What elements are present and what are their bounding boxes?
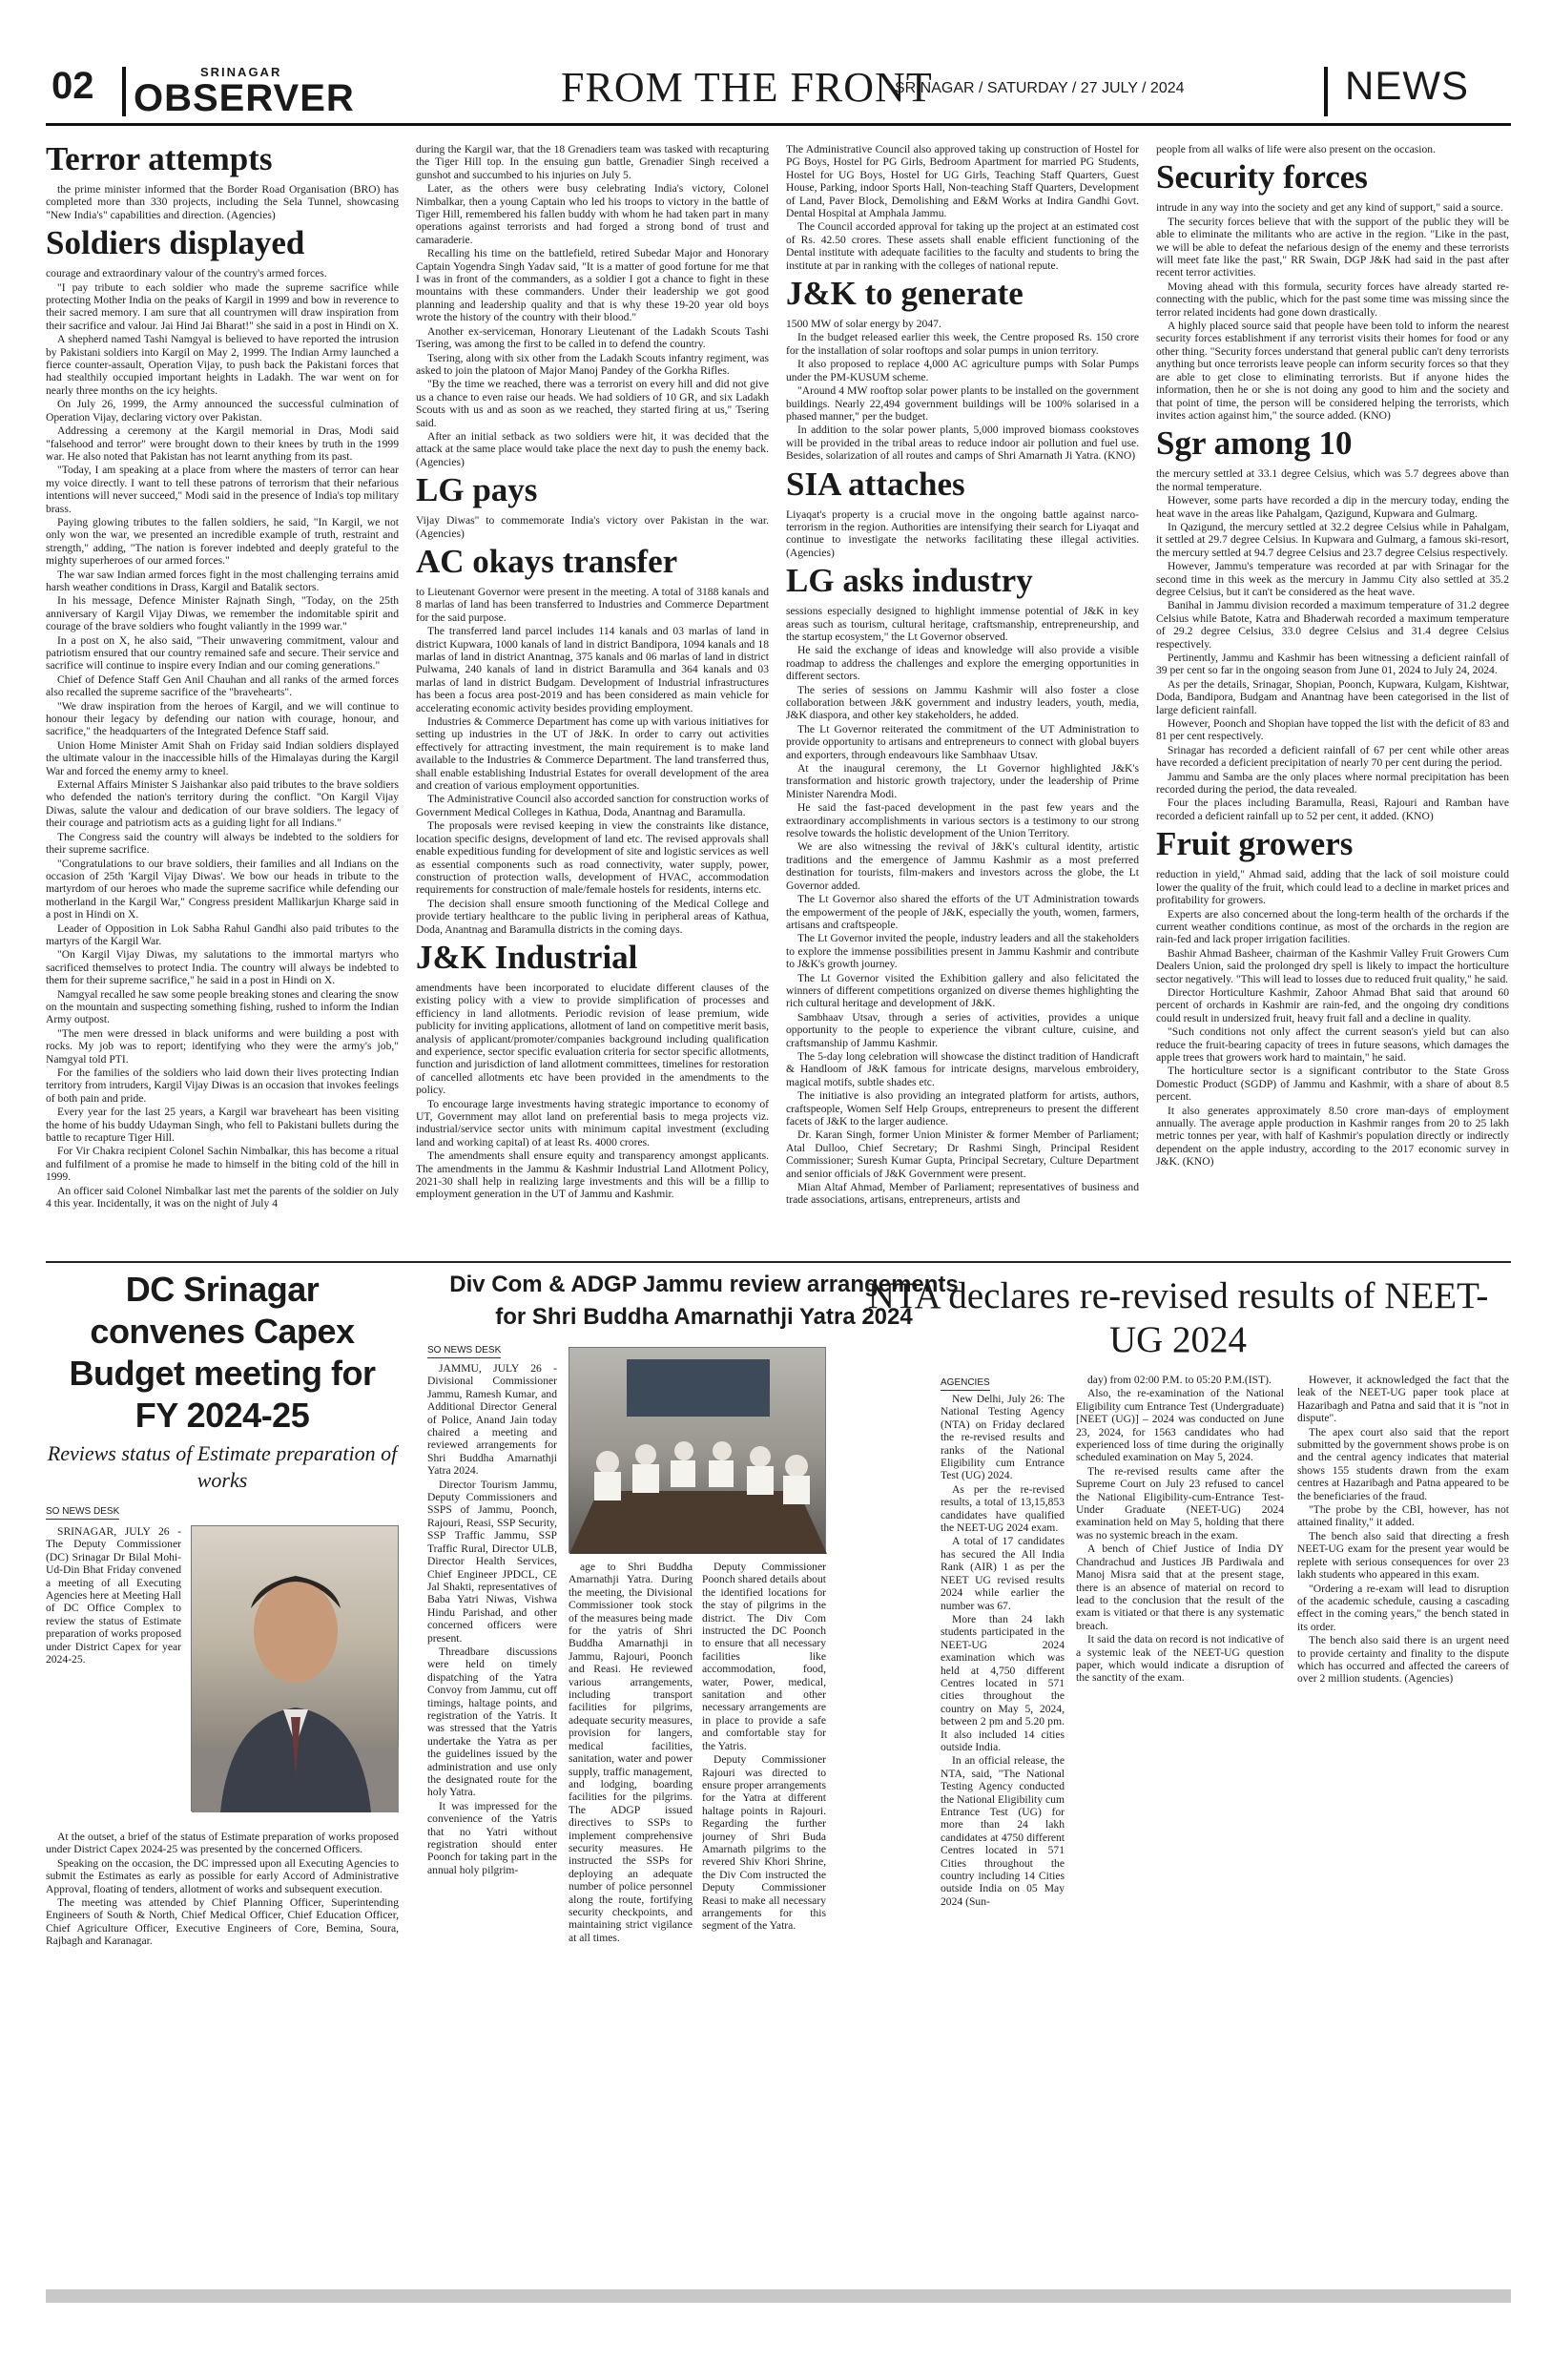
paragraph: A total of 17 candidates has secured the All India Rank (AIR) 1 as per the NEET UG revised results 2024 while earlier the number was 67. [941,1535,1065,1612]
paragraph: Union Home Minister Amit Shah on Friday said Indian soldiers displayed the ultimate valour in the inaccessible hills of the Himalayas during the Kargil War and forced the enemy army to kneel. [46,738,399,777]
paragraph: The Lt Governor invited the people, industry leaders and all the stakeholders to explore the immense possibilities present in Jammu Kashmir and contribute to J&K's growth journey. [786,932,1139,971]
paragraph: Another ex-serviceman, Honorary Lieutenant of the Ladakh Scouts Tashi Tsering, was among the first to be called in to defend the country. [416,324,769,351]
headline-jk-to-generate: J&K to generate [786,275,1024,313]
paragraph: Director Horticulture Kashmir, Zahoor Ahmad Bhat said that around 60 percent of orchards in Kashmir are rain-fed, and the ongoing dry conditions could result in undersized fruit, heavy fruit fall and a decline in quality. [1156,985,1509,1024]
paragraph: amendments have been incorporated to elucidate different clauses of the existing policy with a view to provide simplification of processes and efficiency in land allotments. Periodic revision of lease premium, wide publicity for inviting applications, allotment of land on competitive merit basis, analysis of applicant/promoter/companies background including qualification and experience, sector specific evaluation criteria for sector specific allotments, function and jurisdiction of land allotment committees, timelines for restoration of cancelled allotments etc have been provided in the amendments to the policy. [416,981,769,1097]
paragraph: Paying glowing tributes to the fallen soldiers, he said, "In Kargil, we not only won the war, we presented an incredible example of truth, restraint and strength," adding, "The nation is forever indebted and deeply grateful to the mighty superheroes of our armed forces." [46,515,399,568]
paragraph: Moving ahead with this formula, security forces have already started re-connecting with the public, which for the past some time was missing since the terror related incidents had gone down drastically. [1156,279,1509,319]
paragraph: The Congress said the country will always be indebted to the soldiers for their supreme sacrifice. [46,830,399,857]
headline-sia-attaches: SIA attaches [786,465,965,503]
story-nta [845,1274,1511,1370]
meeting-icon [569,1348,827,1554]
paragraph: After an initial setback as two soldiers were hit, it was decided that the attack at the same place would take place the next day to push the enemy back. (Agencies) [416,429,769,468]
paragraph: However, it acknowledged the fact that the leak of the NEET-UG paper took place at Hazaribagh and Patna and said that it is "not in dispute". [1297,1374,1509,1425]
paragraph: Every year for the last 25 years, a Kargil war braveheart has been visiting the home of his buddy Udayman Singh, who fell to Pakistani bullets during the battle to recapture Tiger Hill. [46,1106,399,1145]
paragraph: We are also witnessing the revival of J&K's cultural identity, artistic traditions and the emergence of Jammu Kashmir as a most preferred destination for tourists, film-makers and investors across the globe, the Lt Governor added. [786,840,1139,892]
masthead [46,57,1511,126]
paragraph: Deputy Commissioner Rajouri was directed to ensure proper arrangements for the Yatra at different haltage points in Rajouri. Regarding the further journey of Shri Buda Amarnath pilgrims to the revered Shiv Khori Shrine, the Div Com instructed the Deputy Commissioner Reasi to make all necessary arrangements for this segment of the Yatra. [702,1753,826,1933]
paragraph: Liyaqat's property is a crucial move in the ongoing battle against narco-terrorism in the region. Authorities are intensifying their search for Liyaqat and continue to investigate the networks facilitating these illegal activities. (Agencies) [786,507,1139,559]
nta-col-c [1297,1374,1509,2032]
paragraph: The Lt Governor also shared the efforts of the UT Administration towards the empowerment of the people of J&K, especially the youth, women, farmers, artisans and craftspeople. [786,893,1139,931]
paragraph: people from all walks of life were also present on the occasion. [1156,143,1436,155]
footer-bar [46,2289,1511,2303]
paragraph: JAMMU, JULY 26 - Divisional Commissioner Jammu, Ramesh Kumar, and Additional Director General of Police, Anand Jain today chaired a meeting and reviewed arrangements for Shri Buddha Amarnathji Yatra 2024. [427,1362,557,1478]
paragraph: reduction in yield," Ahmad said, adding that the lack of soil moisture could lower the quality of the fruit, which could lead to a decline in market prices and profitability for growers. [1156,868,1509,907]
paragraph: Recalling his time on the battlefield, retired Subedar Major and Honorary Captain Yogendra Singh Yadav said, "It is a matter of good fortune for me that I was in front of the commanders, as a soldier I got a chance to fight in these mountains with these commanders. Under their leadership we got good planning and leadership quality and that is why these 19-20 year old boys wrote the history of the country with their blood." [416,247,769,324]
paragraph: The decision shall ensure smooth functioning of the Medical College and provide tertiary healthcare to the public living in peripheral areas of Kathua, Doda, Anantnag and Baramulla districts in the coming days. [416,897,769,936]
paragraph: The proposals were revised keeping in view the constraints like distance, location specific designs, development of land etc. The revised approvals shall enable expeditious funding for development of site and logistic services as well as essential components such as road connectivity, water supply, power, construction of protection walls, development of HVAC, accommodation requirements for construction of male/female hostels for residents, interns etc. [416,819,769,897]
paragraph: "Around 4 MW rooftop solar power plants to be installed on the government buildings. Nearly 22,494 government buildings will be 100% solarised in a phased manner," per the budget. [786,384,1139,423]
paragraph: "We draw inspiration from the heroes of Kargil, and we will continue to honour their legacy by defending our nation with courage, honour, and sacrifice," the headquarters of the Integrated Defence Staff said. [46,699,399,738]
paragraph: sessions especially designed to highlight immense potential of J&K in key areas such as tourism, cultural heritage, craftsmanship, entrepreneurship, and the startup ecosystem," the Lt Governor observed. [786,605,1139,643]
paragraph: day) from 02:00 P.M. to 05:20 P.M.(IST). [1087,1374,1272,1386]
paragraph: to Lieutenant Governor were present in the meeting. A total of 3188 kanals and 8 marlas of land has been transferred to Industries and Commerce Department for the said purpose. [416,585,769,624]
divcom-col-c [702,1561,826,2018]
paragraph: As per the re-revised results, a total of 13,15,853 candidates have qualified the NEET-UG 2024 exam. [941,1482,1065,1535]
paragraph: To encourage large investments having strategic importance to economy of UT, Government may allot land on preferential basis to mega projects viz. industrial/service sector units with minimum capital investment (excluding land and working capital) of at least Rs. 4000 crores. [416,1097,769,1149]
headline-nta: NTA declares re-revised results of NEET-UG 2024 [867,1275,1489,1360]
paragraph: "On Kargil Vijay Diwas, my salutations to the immortal martyrs who sacrificed themselves to protect India. The country will always be indebted to them for their supreme sacrifice," he said in a post in Hindi on X. [46,948,399,987]
paragraph: Also, the re-examination of the National Eligibility cum Entrance Test (Undergraduate) [NEET (UG)] – 2024 was conducted on June 23, 2024, for 1563 candidates who had experienced loss of time during the originally scheduled examination on May 5, 2024. [1076,1387,1284,1464]
paragraph: Bashir Ahmad Basheer, chairman of the Kashmir Valley Fruit Growers Cum Dealers Union, said the prolonged dry spell is likely to impact the horticulture sector negatively. "This will lead to losses due to reduced fruit quality," he said. [1156,946,1509,985]
byline: SO NEWS DESK [427,1345,501,1358]
paragraph: Srinagar has recorded a deficient rainfall of 67 per cent while other areas have recorded a deficient precipitation of nearly 70 per cent during the period. [1156,743,1509,770]
paragraph: In a post on X, he also said, "Their unwavering commitment, valour and patriotism ensured that our country remained safe and secure. Their service and sacrifice will continue to inspire every Indian and our coming generations." [46,633,399,673]
story-dc-srinagar [46,1269,399,2318]
paragraph: For Vir Chakra recipient Colonel Sachin Nimbalkar, this has become a ritual and fulfilment of a promise he made to himself in the biting cold of the hill in 1999. [46,1145,399,1184]
paragraph: In addition to the solar power plants, 5,000 improved biomass cookstoves will be provided in the tribal areas to reduce indoor air pollution and fuel use. Besides, solarization of all routes and camps of Shri Amarnath Ji Yatra. (KNO) [786,424,1139,463]
paragraph: courage and extraordinary valour of the country's armed forces. [46,267,327,280]
section-title: FROM THE FRONT [561,64,933,111]
paragraph: The Council accorded approval for taking up the project at an estimated cost of Rs. 42.50 crores. These assets shall enable efficient functioning of the Dental institute with adequate facilities to the faculty and students to bring the institute at par in ranking with the colleges of national repute. [786,220,1139,272]
paragraph: In his message, Defence Minister Rajnath Singh, "Today, on the 25th anniversary of Kargil Vijay Diwas, we remember the indomitable spirit and courage of the brave soldiers who fought valiantly in the 1999 war." [46,594,399,633]
paragraph: "Congratulations to our brave soldiers, their families and all Indians on the occasion of 25th 'Kargil Vijay Diwas'. We bow our heads in tribute to the martyrdom of our heroes who made the supreme sacrifice while defending our motherland in the Kargil War," Congress president Mallikarjun Kharge said in a post in Hindi on X. [46,857,399,921]
paragraph: Tsering, along with six other from the Ladakh Scouts infantry regiment, was asked to join the platoon of Major Manoj Pandey of the Gorkha Rifles. [416,351,769,377]
paragraph: The initiative is also providing an integrated platform for artists, authors, craftspeople, Women Self Help Groups, entrepreneurs to present the different facets of J&K to the larger audience. [786,1089,1139,1128]
paragraph: However, some parts have recorded a dip in the mercury today, ending the heat wave in the areas like Pahalgam, Qazigund, Kupwara and Gulmarg. [1156,494,1509,520]
paragraph: At the outset, a brief of the status of Estimate preparation of works proposed under District Capex 2024-25 was presented by the concerned Officers. [46,1831,399,1856]
paragraph: The war saw Indian armed forces fight in the most challenging terrains amid harsh weather conditions in Drass, Kargil and Batalik sectors. [46,568,399,593]
paragraph: during the Kargil war, that the 18 Grenadiers team was tasked with recapturing the Tiger Hill top. In the ensuing gun battle, Grenadier Singh received a gunshot and succumbed to his injuries on July 5. [416,143,769,181]
paragraph: As per the details, Srinagar, Shopian, Poonch, Kupwara, Kulgam, Kishtwar, Doda, Bandipora, Budgam and Anantnag have been categorised in the list of large deficient rainfall. [1156,677,1509,716]
paragraph: The series of sessions on Jammu Kashmir will also foster a close collaboration between J&K government and industry leaders, youth, media, J&K diaspora, and other key stakeholders, he added. [786,683,1139,722]
paragraph: Sambhaav Utsav, through a series of activities, provides a unique opportunity to the people to experience the vibrant culture, cuisine, and craftsmanship of Jammu Kashmir. [786,1010,1139,1049]
paragraph: Chief of Defence Staff Gen Anil Chauhan and all ranks of the armed forces also recalled the supreme sacrifice of the "bravehearts". [46,673,399,699]
paragraph: For the families of the soldiers who laid down their lives protecting Indian territory from intruders, Kargil Vijay Diwas is an occasion that invokes feelings of both pain and pride. [46,1066,399,1105]
paragraph: Banihal in Jammu division recorded a maximum temperature of 31.2 degree Celsius while Batote, Katra and Bhaderwah recorded a maximum temperature of 29.2 degree Celsius, 33.0 degree Celsius and 31.4 degree Celsius respectively. [1156,599,1509,651]
paragraph: It also proposed to replace 4,000 AC agriculture pumps with Solar Pumps under the PM-KUSUM scheme. [786,358,1139,383]
section-divider [46,1261,1511,1263]
nta-col-b [1076,1374,1284,2032]
dateline: SRINAGAR / SATURDAY / 27 JULY / 2024 [895,80,1185,96]
paragraph: The amendments shall ensure equity and transparency amongst applicants. The amendments in the Jammu & Kashmir Industrial Land Allotment Policy, 2021-30 shall help in realizing large investments and this will be a fillip to employment generation in the UT of Jammu and Kashmir. [416,1149,769,1201]
paragraph: "Ordering a re-exam will lead to disruption of the academic schedule, causing a cascading effect in the coming years," the bench stated in its order. [1297,1582,1509,1633]
paragraph: The Administrative Council also accorded sanction for construction works of Government Medical Colleges in Kathua, Doda, Anantnag and Baramulla. [416,793,769,818]
page-number: 02 [52,65,94,107]
headline-lg-pays: LG pays [416,471,538,509]
paragraph: The transferred land parcel includes 114 kanals and 03 marlas of land in district Kupwara, 1000 kanals of land in district Bandipora, 1094 kanals and 18 marlas of land in district Anantnag, 375 kanals and 06 marlas of land in district Pulwama, 240 kanals of land in district Baramulla and 364 kanals and 03 marlas of land in district Budgam. Development of Industrial infrastructures has been a focus area post-2019 and has been considered as main vehicle for accelerating economic activity besides providing employment. [416,625,769,714]
paragraph: Speaking on the occasion, the DC impressed upon all Executing Agencies to submit the Estimates as early as possible for early Accord of Administrative Approval, floating of tenders, allotment of works and subsequent execution. [46,1856,399,1895]
headline-dc-srinagar: DC Srinagar convenes Capex Budget meeting for FY 2024-25 [69,1270,376,1435]
paragraph: In the budget released earlier this week, the Centre proposed Rs. 150 crore for the installation of solar rooftops and solar pumps in union territory. [786,331,1139,357]
paragraph: Jammu and Samba are the only places where normal precipitation has been recorded during the period, the data revealed. [1156,770,1509,797]
headline-divcom-line1: Div Com & ADGP Jammu review arrangements [449,1272,959,1297]
paragraph: "Today, I am speaking at a place from where the masters of terror can hear my voice directly. I want to tell these patrons of terrorism that their nefarious intentions will never succeed," Modi said in the presence of India's top military brass. [46,464,399,515]
headline-sgr-among-10: Sgr among 10 [1156,424,1353,463]
paragraph: At the inaugural ceremony, the Lt Governor highlighted J&K's transformation and historic growth trajectory, under the leadership of Prime Minister Narendra Modi. [786,762,1139,800]
paragraph: A bench of Chief Justice of India DY Chandrachud and Justices JB Pardiwala and Manoj Misra said that at the present stage, there is an absence of material on record to lead to the conclusion that the result of the exam is vitiated or that there is any systematic breach. [1076,1542,1284,1632]
paragraph: Pertinently, Jammu and Kashmir has been witnessing a deficient rainfall of 39 per cent so far in the ongoing season from June 01, 2024 to July 24, 2024. [1156,652,1509,677]
paragraph: However, Poonch and Shopian have topped the list with the deficit of 83 and 81 per cent respectively. [1156,717,1509,743]
brand-name: OBSERVER [134,77,355,119]
byline: SO NEWS DESK [46,1506,119,1520]
brand-logo [134,65,355,117]
paragraph: Four the places including Baramulla, Reasi, Rajouri and Ramban have recorded a deficient rainfall up to 52 per cent, it added. (KNO) [1156,797,1509,822]
column-2 [416,143,769,1259]
paragraph: The Lt Governor visited the Exhibition gallery and also felicitated the winners of different competitions organized on diverse themes highlighting the rich cultural heritage and development of J&K. [786,971,1139,1010]
headline-jk-industrial: J&K Industrial [416,938,638,976]
paragraph: The Lt Governor reiterated the commitment of the UT Administration to provide opportunity to artisans and entrepreneurs to connect with global buyers and exporters, through endeavours like Sambhaav Utsav. [786,722,1139,761]
column-3 [786,143,1139,1259]
paragraph: Dr. Karan Singh, former Union Minister & former Member of Parliament; Atal Dulloo, Chief Secretary; Dr Rashmi Singh, Principal Resident Commissioner; Suresh Kumar Gupta, Principal Secretary, Culture Department and senior officials of J&K Government were present. [786,1128,1139,1180]
meeting-photo [569,1347,826,1553]
paragraph: External Affairs Minister S Jaishankar also paid tributes to the brave soldiers who defended the nation's territory during the conflict. "On Kargil Vijay Diwas, salute the valour and dedication of our brave soldiers. The legacy of their courage and patriotism acts as a guiding light for all Indians." [46,778,399,830]
paragraph: "The men were dressed in black uniforms and were building a post with rocks. My job was to report; identifying who they were the army's job," Namgyal told PTI. [46,1026,399,1066]
subheadline-dc-srinagar: Reviews status of Estimate preparation of works [47,1441,398,1492]
headline-ac-okays-transfer: AC okays transfer [416,542,678,580]
brand-city: SRINAGAR [200,65,282,79]
paragraph: A highly placed source said that people have been told to inform the nearest security forces establishment if any terrorist visits their homes for food or any other thing. "Security forces understand that general public can't deny terrorists anything but once terrorists leave people can inform security forces so that they are able to get close to eliminating terrorists. But if anyone hides the information, then he or she is not doing any good to him and the society and that point of time, the person will be considered helping the terrorists, which invites action against him," the source added. (KNO) [1156,320,1509,422]
paragraph: Leader of Opposition in Lok Sabha Rahul Gandhi also paid tributes to the martyrs of the Kargil War. [46,921,399,947]
paragraph: Vijay Diwas" to commemorate India's victory over Pakistan in the war. (Agencies) [416,514,769,540]
paragraph: The 5-day long celebration will showcase the distinct tradition of Handicraft & Handloom of J&K famous for intricate designs, marvelous embroidery, magical motifs, subtle shades etc. [786,1049,1139,1088]
paragraph: The security forces believe that with the support of the public they will be able to eliminate the militants who are active in the region. "Like in the past, we will be able to defeat the nefarious design of the enemy and these terrorists will meet fate like the past," RR Swain, DGP J&K had said in the past after recent terror activities. [1156,215,1509,279]
divcom-col-a [427,1362,557,2011]
paragraph: On July 26, 1999, the Army announced the successful culmination of Operation Vijay, declaring victory over Pakistan. [46,398,399,424]
paragraph: He said the fast-paced development in the past few years and the extraordinary accomplishments in various sectors is a testimony to our strong resolve towards the holistic development of the Union Territory. [786,801,1139,840]
paragraph: It was impressed for the convenience of the Yatris that no Yatri without registration should enter Poonch for taking part in the annual holy pilgrim- [427,1799,557,1876]
paragraph: the prime minister informed that the Border Road Organisation (BRO) has completed more than 330 projects, including the Sela Tunnel, showcasing "New India's" capabilities and direction. (Agencies) [46,183,399,221]
column-4 [1156,143,1509,1259]
paragraph: However, Jammu's temperature was recorded at par with Srinagar for the second time in this week as the mercury in Jammu City also settled at 35.2 degree Celsius, but it can't be considered as the heat wave. [1156,560,1509,598]
masthead-divider-right [1324,67,1328,116]
paragraph: the mercury settled at 33.1 degree Celsius, which was 5.7 degrees above than the normal temperature. [1156,467,1509,493]
paragraph: Namgyal recalled he saw some people breaking stones and clearing the snow on the mountain and suspecting something fishing, rushed to inform the Indian Army outpost. [46,987,399,1026]
headline-fruit-growers: Fruit growers [1156,825,1354,863]
paragraph: Addressing a ceremony at the Kargil memorial in Dras, Modi said "falsehood and terror" were brought down to their knees by truth in the 1999 war. He also noted that Pakistan has not learnt anything from its past. [46,424,399,463]
paragraph: The re-revised results came after the Supreme Court on July 23 refused to cancel the National Eligibility-cum-Entrance Test-Under Graduate (NEET-UG) 2024 examination held on May 5, holding that there was no systemic breach in the exam. [1076,1464,1284,1542]
byline: AGENCIES [941,1377,990,1391]
paragraph: A shepherd named Tashi Namgyal is believed to have reported the intrusion by Pakistani soldiers into Kargil on May 2, 1999. The Indian Army launched a fierce counter-assault, Operation Vijay, to push back the Pakistani forces that had stealthily occupied important heights in Ladakh. The war went on for nearly three months on the icy heights. [46,333,399,397]
paragraph: intrude in any way into the society and get any kind of support," said a source. [1156,201,1503,215]
paragraph: In Qazigund, the mercury settled at 32.2 degree Celsius while in Pahalgam, it settled at 29.7 degree Celsius. In Kupwara and Gulmarg, a famous ski-resort, the mercury settled at 94.7 degree Celsius and 23.7 degree Celsius respectively. [1156,520,1509,559]
headline-divcom-line2: for Shri Buddha Amarnathji Yatra 2024 [495,1304,913,1330]
dc-text [46,1831,399,1948]
masthead-divider [122,67,126,116]
paragraph: New Delhi, July 26: The National Testing Agency (NTA) on Friday declared the re-revised results and ranks of the National Eligibility cum Entrance Test (UG) 2024. [941,1393,1065,1482]
paragraph: An officer said Colonel Nimbalkar last met the parents of the soldier on July 4 this year. Incidentally, it was on the night of July 4 [46,1184,399,1211]
dc-portrait-photo [191,1525,399,1811]
paragraph: Threadbare discussions were held on timely dispatching of the Yatra Convoy from Jammu, cut off timings, haltage points, and registration of the Yatris. It was stressed that the Yatris undertake the Yatra as per the guidelines issued by the administration and use only the designated route for the holy Yatra. [427,1645,557,1799]
headline-lg-asks-industry: LG asks industry [786,562,1033,600]
paragraph: In an official release, the NTA, said, "The National Testing Agency conducted the National Eligibility cum Entrance Test (UG) for more than 24 lakh candidates at 4750 different Centres located in 571 Cities throughout the country including 14 Cities outside India on 05 May 2024 (Sun- [941,1754,1065,1908]
paragraph: "By the time we reached, there was a terrorist on every hill and did not give us a chance to even raise our heads. We had soldiers of 10 GR, and six Ladakh Scouts with us and as soon as we reached, they started firing at us," Tsering said. [416,378,769,429]
paragraph: The apex court also said that the report submitted by the government shows probe is on and the central agency indicates that material shows 155 students drawn from the exam centres at Hazaribagh and Patna appeared to be the beneficiaries of the fraud. [1297,1425,1509,1502]
paragraph: The bench also said that directing a fresh NEET-UG exam for the present year would be replete with serious consequences for over 23 lakh students who appeared in this exam. [1297,1529,1509,1582]
paragraph: "Such conditions not only affect the current season's yield but can also reduce the fruit-bearing capacity of trees in future seasons, which damages the apple trees that growers work hard to maintain," he said. [1156,1025,1509,1064]
paragraph: He said the exchange of ideas and knowledge will also provide a visible roadmap to address the challenges and explore the emerging opportunities in different sectors. [786,644,1139,683]
paragraph: More than 24 lakh students participated in the NEET-UG 2024 examination which was held at 4,750 different Centres located in 571 cities throughout the country on May 5, 2024, between 2 pm and 5.20 pm. It also included 14 cities outside India. [941,1612,1065,1753]
paragraph: "The probe by the CBI, however, has not attained finality," it added. [1297,1503,1509,1529]
paragraph: "I pay tribute to each soldier who made the supreme sacrifice while protecting Mother India on the peaks of Kargil in 1999 and bow in reverence to their sacred memory. I am sure that all countrymen will draw inspiration from their sacrifice and valour. Jai Hind Jai Bharat!" she said in a post in Hindi on X. [46,280,399,332]
paragraph: It said the data on record is not indicative of a systemic leak of the NEET-UG question paper, which would indicate a disruption of the sanctity of the exam. [1076,1633,1284,1685]
paragraph: Director Tourism Jammu, Deputy Commissioners and SSPS of Jammu, Poonch, Rajouri, Reasi, SSP Security, SSP Traffic Jammu, SSP Traffic Rural, Director ULB, Director Health Services, Chief Engineer JPDCL, CE Jal Shakti, representatives of Baba Yatri Niwas, Vishwa Hindu Parishad, and other concerned officers were present. [427,1478,557,1645]
section-label-news: NEWS [1345,63,1469,108]
newspaper-page [46,57,1511,2347]
headline-terror-attempts: Terror attempts [46,140,273,177]
paragraph: Industries & Commerce Department has come up with various initiatives for setting up industries in the UT of J&K. In order to carry out activities effectively for attracting investment, the main requirement is to make land available to the Industries & Commerce Department. The land transferred thus, shall enable establishing Industrial Estates for overall development of the area and creation of various employment opportunities. [416,715,769,793]
paragraph: It also generates approximately 8.50 crore man-days of employment annually. The average apple production in Kashmir ranges from 20 to 25 lakh metric tonnes per year, with half of Kashmir's population directly or indirectly dependent on the apple industry, according to the 2017 economic survey in J&K. (KNO) [1156,1104,1509,1169]
headline-soldiers-displayed: Soldiers displayed [46,224,305,262]
paragraph: Later, as the others were busy celebrating India's victory, Colonel Nimbalkar, then a young Captain who led his troops to victory in the battle of Tiger Hill, remembered his fallen buddy with whom he had taken part in many operations against terrorists and had forged a strong bond of trust and camaraderie. [416,182,769,246]
divcom-col-b [569,1561,693,2018]
dc-body-top [46,1525,399,1831]
paragraph: age to Shri Buddha Amarnathji Yatra. During the meeting, the Divisional Commissioner took stock of the measures being made for the yatris of Shri Buddha Amarnathji in Jammu, Rajouri, Poonch and Reasi. He reviewed various arrangements, including transport facilities for pilgrims, adequate security measures, provision for langers, medical facilities, sanitation, water and power supply, traffic management, and lodging, boarding facilities for the pilgrims. The ADGP issued directives to SSPs to implement comprehensive security measures. He instructed the SSPs for deploying an adequate number of police personnel along the route, fortifying security checkpoints, and maintaining strict vigilance at all times. [569,1561,693,1944]
paragraph: The bench also said there is an urgent need to provide certainty and finality to the dispute which has occurred and affected the careers of over 2 million students. (Agencies) [1297,1634,1509,1686]
paragraph: Experts are also concerned about the long-term health of the orchards if the current weather conditions continue, as most of the orchards in the region are rain-fed and lack proper irrigation facilities. [1156,907,1509,946]
person-icon [192,1526,399,1812]
paragraph: 1500 MW of solar energy by 2047. [786,318,941,331]
headline-security-forces: Security forces [1156,158,1368,197]
paragraph: SRINAGAR, JULY 26 - The Deputy Commissioner (DC) Srinagar Dr Bilal Mohi-Ud-Din Bhat Friday convened a meeting of all Executing Agencies here at Meeting Hall of DC Office Complex to review the status of Estimate preparation of works proposed under District Capex for year 2024-25. [46,1525,181,1666]
paragraph: Deputy Commissioner Poonch shared details about the identified locations for the stay of pilgrims in the district. The Div Com instructed the DC Poonch to ensure that all necessary facilities like accommodation, food, water, Power, medical, sanitation and other necessary arrangements are in place to provide a safe and comfortable stay for the Yatris. [702,1561,826,1752]
paragraph: The horticulture sector is a significant contributor to the State Gross Domestic Product (SGDP) of Jammu and Kashmir, with a share of about 8.5 percent. [1156,1065,1509,1104]
column-1 [46,137,399,1253]
dc-text-narrow [46,1525,181,1666]
paragraph: The Administrative Council also approved taking up construction of Hostel for PG Boys, Hostel for PG Girls, Bedroom Apartment for married PG Students, Hostel for UG Boys, Hostel for UG Girls, Teaching Staff Quarters, Guest House, Parking, indoor Sports Hall, Non-teaching Staff Quarters, Development of Land, Paver Block, Demolishing and E&M Works at Indira Gandhi Govt. Dental Hospital at Amphala Jammu. [786,143,1139,220]
paragraph: Mian Altaf Ahmad, Member of Parliament; representatives of business and trade associations, artisans, entrepreneurs, artists and [786,1181,1139,1207]
paragraph: The meeting was attended by Chief Planning Officer, Superintending Engineers of South & North, Chief Medical Officer, Chief Education Officer, Chief Agriculture Officer, Executive Engineers of Core, Bemina, Soura, Rajbagh and Karanagar. [46,1896,399,1948]
nta-col-a [941,1393,1065,2032]
